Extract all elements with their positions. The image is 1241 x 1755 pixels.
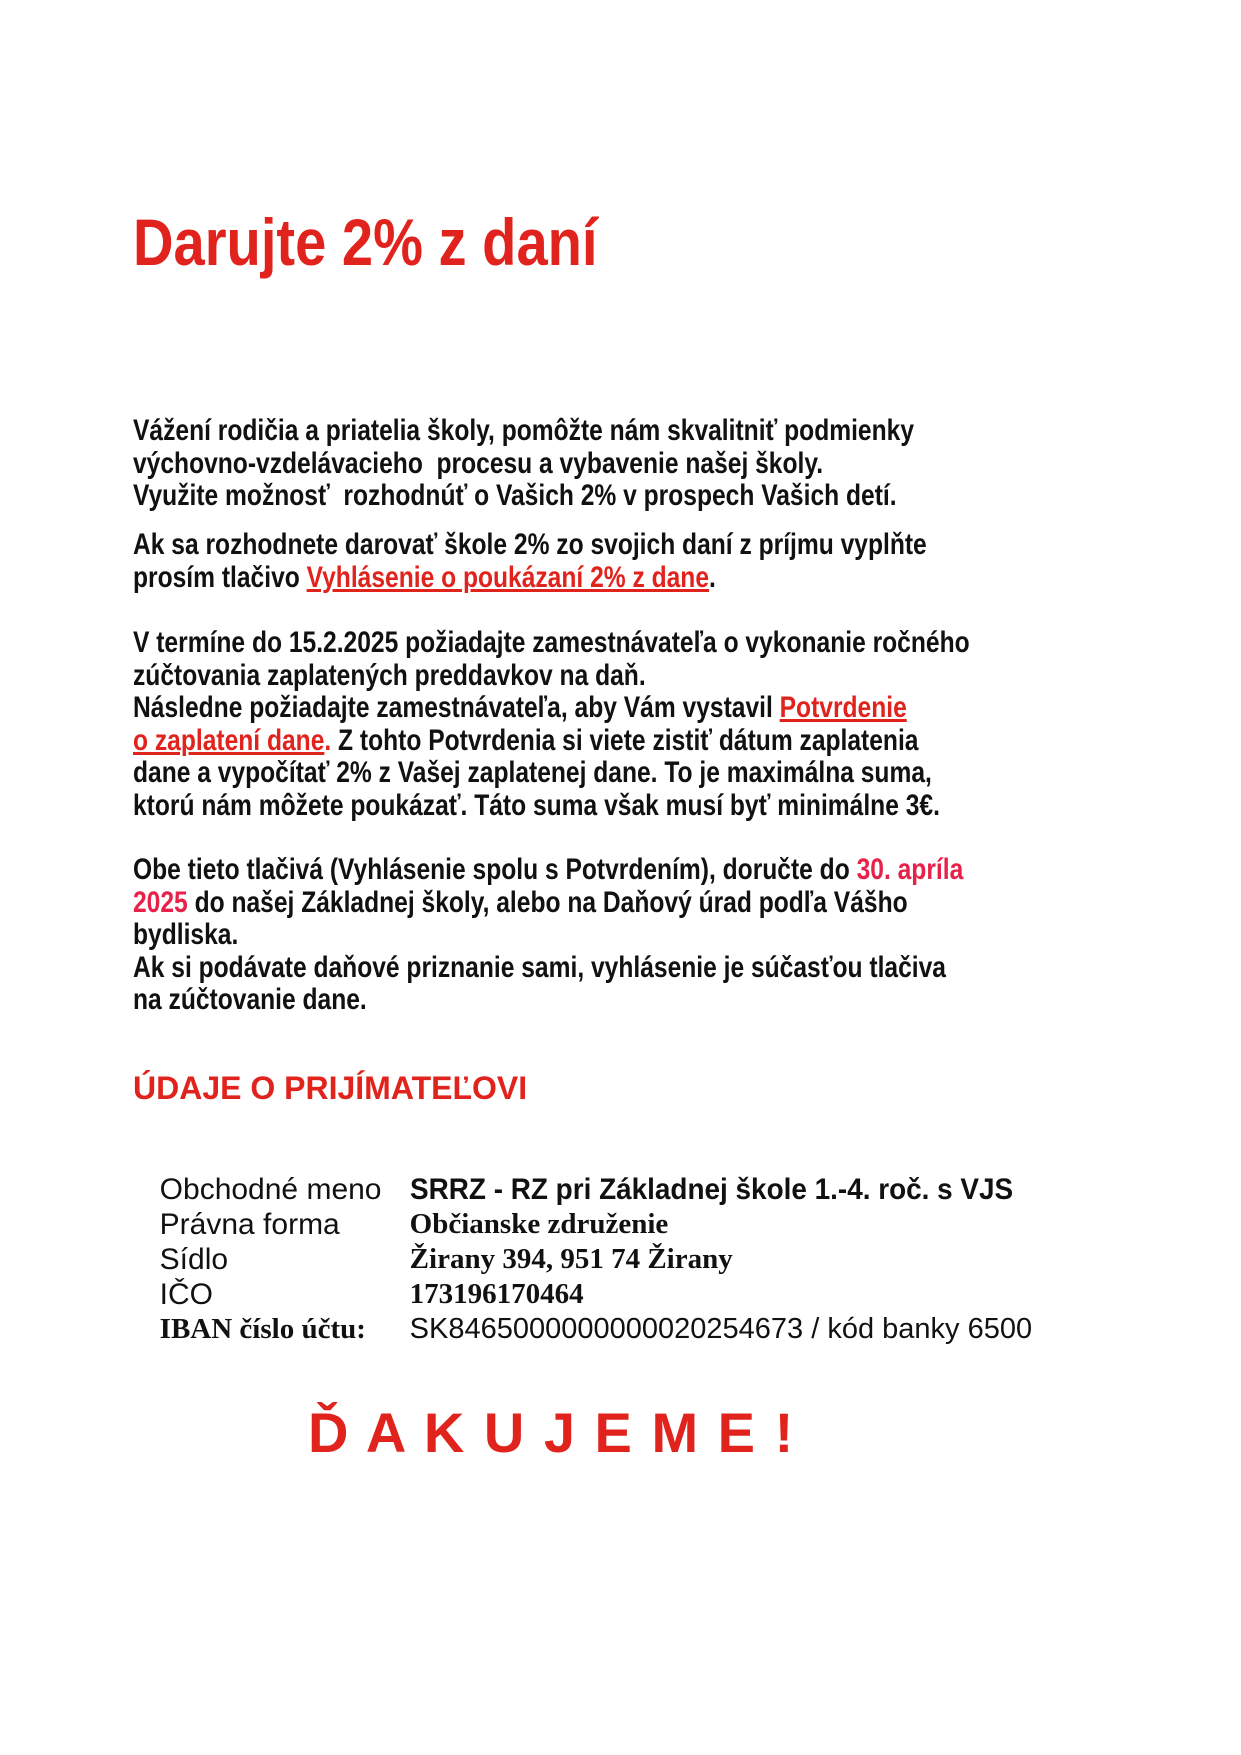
text-line: Ak sa rozhodnete darovať škole 2% zo svojich daní z príjmu vyplňte [133,528,927,561]
text-line: Ak si podávate daňové priznanie sami, vyhlásenie je súčasťou tlačiva [133,950,946,984]
thank-you-text: Ď A K U J E M E ! [308,1401,796,1464]
text-line: ktorú nám môžete poukázať. Táto suma však musí byť minimálne 3€. [133,788,940,822]
row-label: Právna forma [159,1208,340,1241]
row-label: Obchodné meno [159,1173,382,1206]
recipient-row-business-name [133,1137,1058,1206]
text-run: . [709,560,716,594]
text-run: Obe tieto tlačivá (Vyhlásenie spolu s Potvrdením), doručte do [133,853,857,886]
text-line [133,854,1232,887]
row-value: SRRZ - RZ pri Základnej škole 1.-4. roč. s VJS [409,1173,1013,1206]
text-run: . [324,723,332,757]
text-run: Z tohto Potvrdenia si viete zistiť dátum zaplatenia [331,723,919,757]
potvrdenie-link[interactable]: Potvrdenie [779,691,907,724]
deadline-date: 30. apríla [856,853,964,886]
row-label: IBAN číslo účtu: [159,1313,366,1345]
text-line: zúčtovania zaplatených preddavkov na daň. [133,658,646,692]
deadline-paragraph [133,627,1232,822]
declaration-paragraph [133,529,1232,594]
deadline-date-continued: 2025 [133,885,188,919]
row-label: IČO [159,1278,214,1311]
text-line [133,562,1232,595]
row-value: 173196170464 [409,1278,584,1310]
text-line [133,692,1232,725]
recipient-section-heading: ÚDAJE O PRIJÍMATEĽOVI [133,1070,528,1106]
text-run: prosím tlačivo [133,560,307,594]
potvrdenie-link-continued[interactable]: o zaplatení dane [133,723,325,757]
row-value: Občianske združenie [409,1208,669,1240]
text-line [133,725,1232,758]
row-label: Sídlo [159,1243,229,1276]
text-line: V termíne do 15.2.2025 požiadajte zamestnávateľa o vykonanie ročného [133,626,970,659]
text-run: do našej Základnej školy, alebo na Daňový úrad podľa Vášho [187,885,908,919]
text-line: na zúčtovanie dane. [133,983,367,1016]
vyhlasenie-link[interactable]: Vyhlásenie o poukázaní 2% z dane [306,560,710,594]
text-run: Následne požiadajte zamestnávateľa, aby Vám vystavil [133,691,780,724]
text-line: Vážení rodičia a priatelia školy, pomôžte nám skvalitniť podmienky [133,414,915,447]
page-title: Darujte 2% z daní [133,205,598,279]
row-value: SK8465000000000020254673 / kód banky 6500 [409,1313,1033,1345]
text-line: výchovno-vzdelávacieho procesu a vybavenie našej školy. [133,446,824,480]
text-line: bydliska. [133,918,239,951]
text-line: dane a vypočítať 2% z Vašej zaplatenej dane. To je maximálna suma, [133,756,932,789]
delivery-paragraph [133,854,1232,1017]
intro-paragraph [133,415,1232,513]
text-line: Využite možnosť rozhodnúť o Vašich 2% v prospech Vašich detí. [133,479,897,512]
row-value: Žirany 394, 951 74 Žirany [409,1243,733,1275]
recipient-details [133,1137,1058,1345]
text-line [133,887,1232,920]
